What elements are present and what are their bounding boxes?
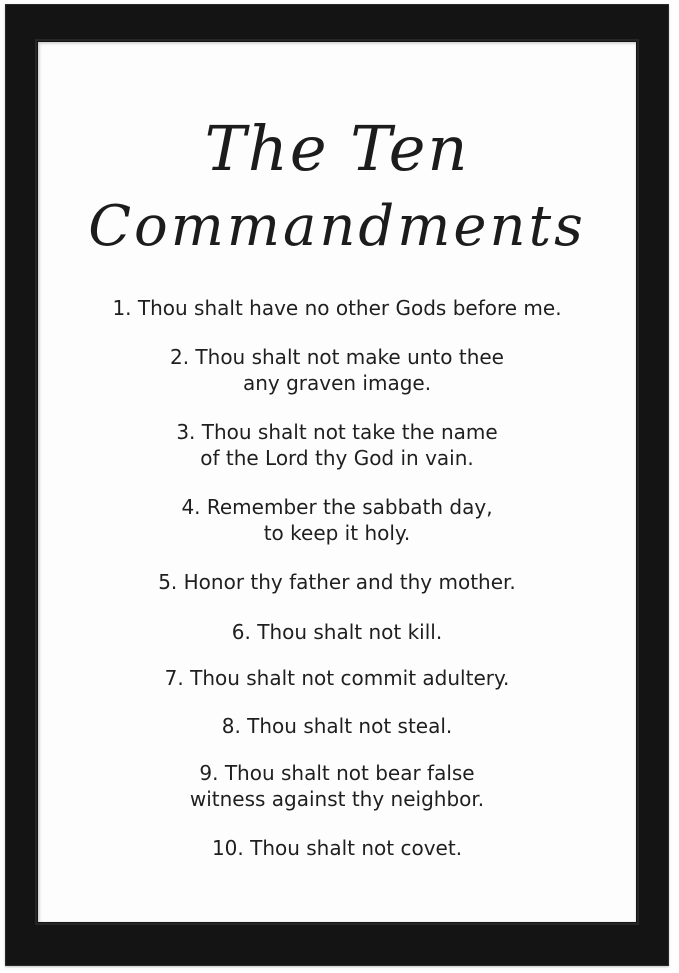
- commandment-10-line-1: 10. Thou shalt not covet.: [211, 836, 463, 860]
- commandment-1-line-1: 1. Thou shalt have no other Gods before me.: [112, 296, 562, 320]
- commandment-7: [38, 665, 636, 691]
- commandment-6-line-1: 6. Thou shalt not kill.: [231, 620, 443, 644]
- commandment-3-line-2: of the Lord thy God in vain.: [200, 446, 474, 470]
- commandment-4-line-1: 4. Remember the sabbath day,: [181, 495, 493, 519]
- commandment-4-line-2: to keep it holy.: [263, 521, 411, 545]
- commandment-1: [38, 295, 636, 321]
- commandment-5: [38, 569, 636, 595]
- commandment-2-line-1: 2. Thou shalt not make unto thee: [169, 345, 504, 369]
- commandment-7-line-1: 7. Thou shalt not commit adultery.: [164, 666, 510, 690]
- commandment-9: [38, 760, 636, 812]
- commandment-3-line-1: 3. Thou shalt not take the name: [176, 420, 498, 444]
- commandment-2: [38, 344, 636, 396]
- commandment-6: [38, 619, 636, 645]
- print-mat: [38, 42, 636, 922]
- commandment-8-line-1: 8. Thou shalt not steal.: [221, 714, 453, 738]
- commandment-8: [38, 713, 636, 739]
- commandment-10: [38, 835, 636, 861]
- title-line-1: The Ten: [204, 112, 470, 185]
- picture-frame: [5, 4, 669, 966]
- commandment-2-line-2: any graven image.: [242, 371, 432, 395]
- commandment-4: [38, 494, 636, 546]
- commandment-9-line-2: witness against thy neighbor.: [189, 787, 485, 811]
- title-line-2: Commandments: [88, 194, 586, 259]
- commandment-9-line-1: 9. Thou shalt not bear false: [199, 761, 475, 785]
- commandment-3: [38, 419, 636, 471]
- commandment-5-line-1: 5. Honor thy father and thy mother.: [158, 570, 516, 594]
